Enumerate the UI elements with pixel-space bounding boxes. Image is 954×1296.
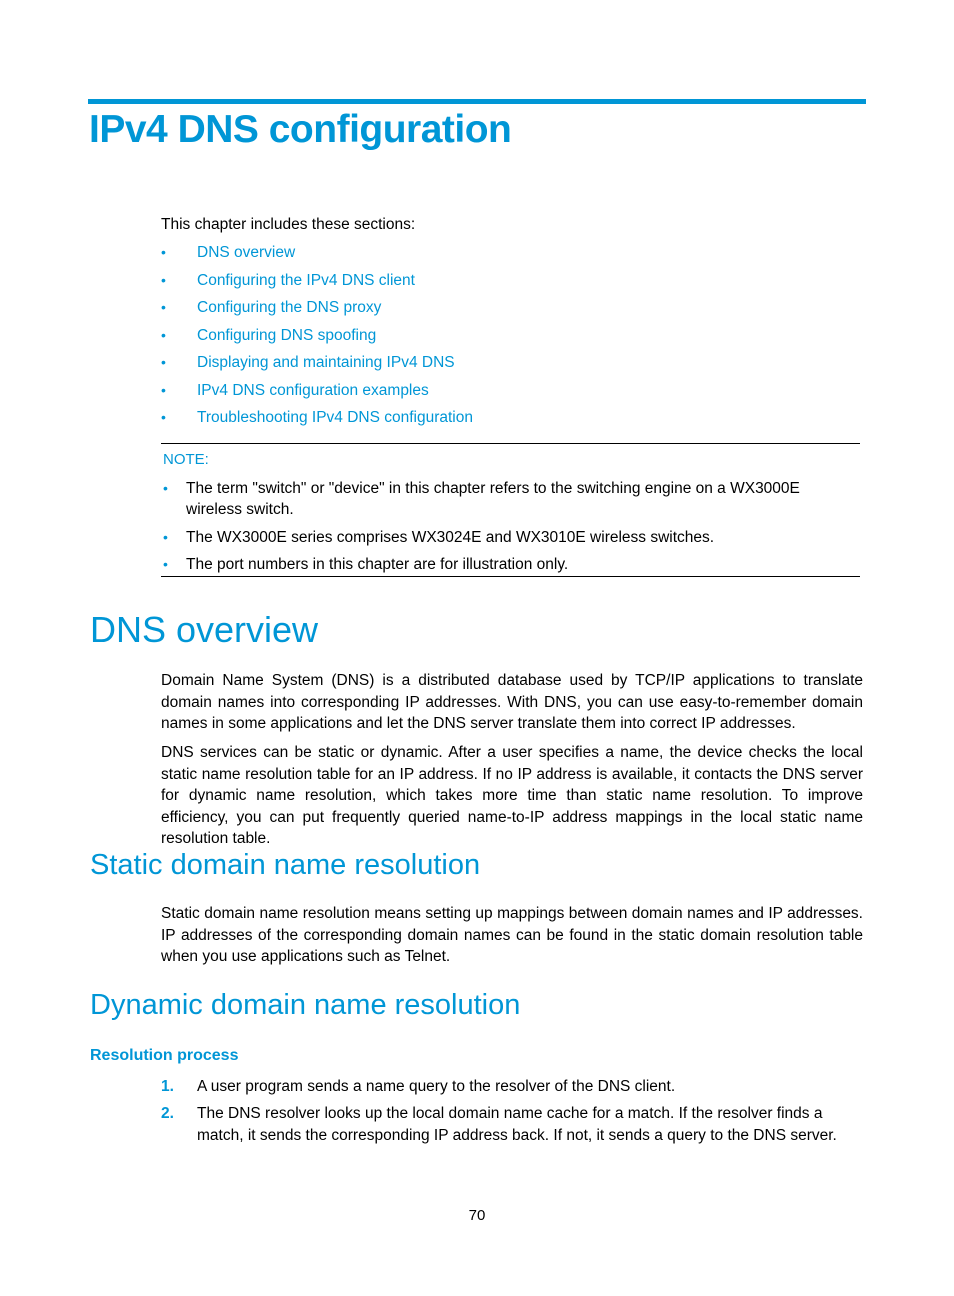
note-item xyxy=(161,478,860,520)
bullet-icon: • xyxy=(161,326,166,343)
section-list-item xyxy=(161,380,861,408)
dns-overview-paragraph: DNS services can be static or dynamic. After a user specifies a name, the device checks the local static name resolution table for an IP address. If no IP address is available, it contacts the DNS server for dynamic name resolution, which takes more time than static name resolution. To improve efficiency, you can put frequently queried name-to-IP address mappings in the local static name resolution table. xyxy=(161,744,863,847)
step-number: 2. xyxy=(161,1105,174,1122)
step-item xyxy=(161,1103,863,1146)
bullet-icon: • xyxy=(163,480,168,496)
bullet-icon: • xyxy=(161,381,166,398)
note-item-text: The port numbers in this chapter are for illustration only. xyxy=(186,556,569,573)
note-list xyxy=(161,478,860,582)
chapter-top-rule xyxy=(88,99,866,104)
section-list-item xyxy=(161,270,861,298)
toc-link-configuring-dns-spoofing[interactable]: Configuring DNS spoofing xyxy=(197,326,377,344)
section-list-item xyxy=(161,242,861,270)
section-list xyxy=(161,242,861,435)
bullet-icon: • xyxy=(163,528,168,545)
section-list-item xyxy=(161,352,861,380)
dns-overview-heading: DNS overview xyxy=(90,609,319,650)
section-list-item xyxy=(161,297,861,325)
note-item-text: The term "switch" or "device" in this chapter refers to the switching engine on a WX3000E wireless switch. xyxy=(186,480,800,518)
bullet-icon: • xyxy=(161,244,166,260)
step-item xyxy=(161,1076,863,1098)
toc-link-dns-overview[interactable]: DNS overview xyxy=(197,244,296,261)
step-text: A user program sends a name query to the resolver of the DNS client. xyxy=(197,1078,676,1095)
note-item-text: The WX3000E series comprises WX3024E and WX3010E wireless switches. xyxy=(186,528,715,546)
section-list-item xyxy=(161,407,861,435)
step-text: The DNS resolver looks up the local domain name cache for a match. If the resolver finds a match, it sends the corresponding IP address back. If not, it sends a query to the DNS server. xyxy=(197,1105,837,1144)
note-item xyxy=(161,527,860,548)
bullet-icon: • xyxy=(161,354,166,370)
resolution-steps xyxy=(161,1076,863,1152)
bullet-icon: • xyxy=(163,556,168,572)
bullet-icon: • xyxy=(161,271,166,288)
dynamic-resolution-heading: Dynamic domain name resolution xyxy=(90,989,521,1021)
toc-link-configuring-dns-proxy[interactable]: Configuring the DNS proxy xyxy=(197,299,382,316)
note-item xyxy=(161,554,860,575)
section-list-item xyxy=(161,325,861,353)
chapter-title: IPv4 DNS configuration xyxy=(89,108,512,151)
page-number: 70 xyxy=(468,1207,486,1224)
toc-link-configuration-examples[interactable]: IPv4 DNS configuration examples xyxy=(197,381,429,399)
toc-link-troubleshooting[interactable]: Troubleshooting IPv4 DNS configuration xyxy=(197,409,473,426)
static-resolution-heading: Static domain name resolution xyxy=(90,849,481,881)
note-box xyxy=(161,443,860,577)
static-resolution-paragraph: Static domain name resolution means setting up mappings between domain names and IP addresses. IP addresses of the corresponding domain names can be found in the static domain resolution table when you use applications such as Telnet. xyxy=(161,905,863,965)
dns-overview-paragraph: Domain Name System (DNS) is a distributed database used by TCP/IP applications to translate domain names into corresponding IP addresses. With DNS, you can use easy-to-remember domain names in some applications and let the DNS server translate them into correct IP addresses. xyxy=(161,672,863,732)
toc-link-configuring-ipv4-dns-client[interactable]: Configuring the IPv4 DNS client xyxy=(197,271,415,289)
intro-text: This chapter includes these sections: xyxy=(161,216,416,233)
toc-link-displaying-maintaining[interactable]: Displaying and maintaining IPv4 DNS xyxy=(197,354,455,371)
bullet-icon: • xyxy=(161,299,166,315)
bullet-icon: • xyxy=(161,409,166,425)
note-label: NOTE: xyxy=(163,451,209,468)
step-number: 1. xyxy=(161,1078,174,1095)
resolution-process-heading: Resolution process xyxy=(90,1047,239,1064)
